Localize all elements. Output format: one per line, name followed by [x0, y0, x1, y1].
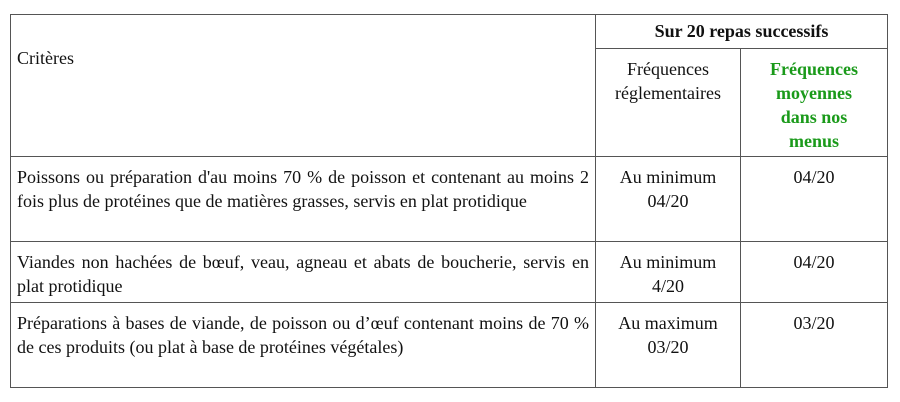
header-average-line-1: Fréquences	[770, 58, 858, 79]
header-regulatory-line-1: Fréquences	[627, 58, 709, 79]
average-cell: 03/20	[741, 303, 888, 388]
regulatory-label: Au minimum	[619, 167, 717, 187]
regulatory-value: 04/20	[647, 191, 689, 211]
criterion-cell: Préparations à bases de viande, de poisson ou d’œuf contenant moins de 70 % de ces produits (ou plat à base de protéines végétales)	[11, 303, 596, 388]
header-average	[741, 48, 888, 156]
criterion-cell: Poissons ou préparation d'au moins 70 % de poisson et contenant au moins 2 fois plus de protéines que de matières grasses, servis en plat protidique	[11, 157, 596, 242]
average-cell: 04/20	[741, 157, 888, 242]
regulatory-value: 03/20	[647, 337, 689, 357]
header-regulatory	[596, 48, 741, 156]
header-row-1	[11, 15, 888, 49]
regulatory-cell	[596, 303, 741, 388]
table-row	[11, 157, 888, 242]
regulatory-cell	[596, 242, 741, 303]
table-row	[11, 242, 888, 303]
table-row	[11, 303, 888, 388]
regulatory-value: 4/20	[651, 276, 684, 296]
criterion-cell: Viandes non hachées de bœuf, veau, agneau et abats de boucherie, servis en plat protidique	[11, 242, 596, 303]
header-average-line-4: menus	[789, 130, 840, 151]
criteria-table	[10, 14, 888, 388]
header-group: Sur 20 repas successifs	[596, 15, 888, 49]
header-regulatory-line-2: réglementaires	[615, 82, 721, 103]
average-cell: 04/20	[741, 242, 888, 303]
regulatory-cell	[596, 157, 741, 242]
regulatory-label: Au minimum	[619, 252, 717, 272]
header-criteria: Critères	[11, 15, 596, 157]
header-average-line-2: moyennes	[776, 82, 852, 103]
regulatory-label: Au maximum	[618, 313, 718, 333]
header-average-line-3: dans nos	[780, 106, 848, 127]
